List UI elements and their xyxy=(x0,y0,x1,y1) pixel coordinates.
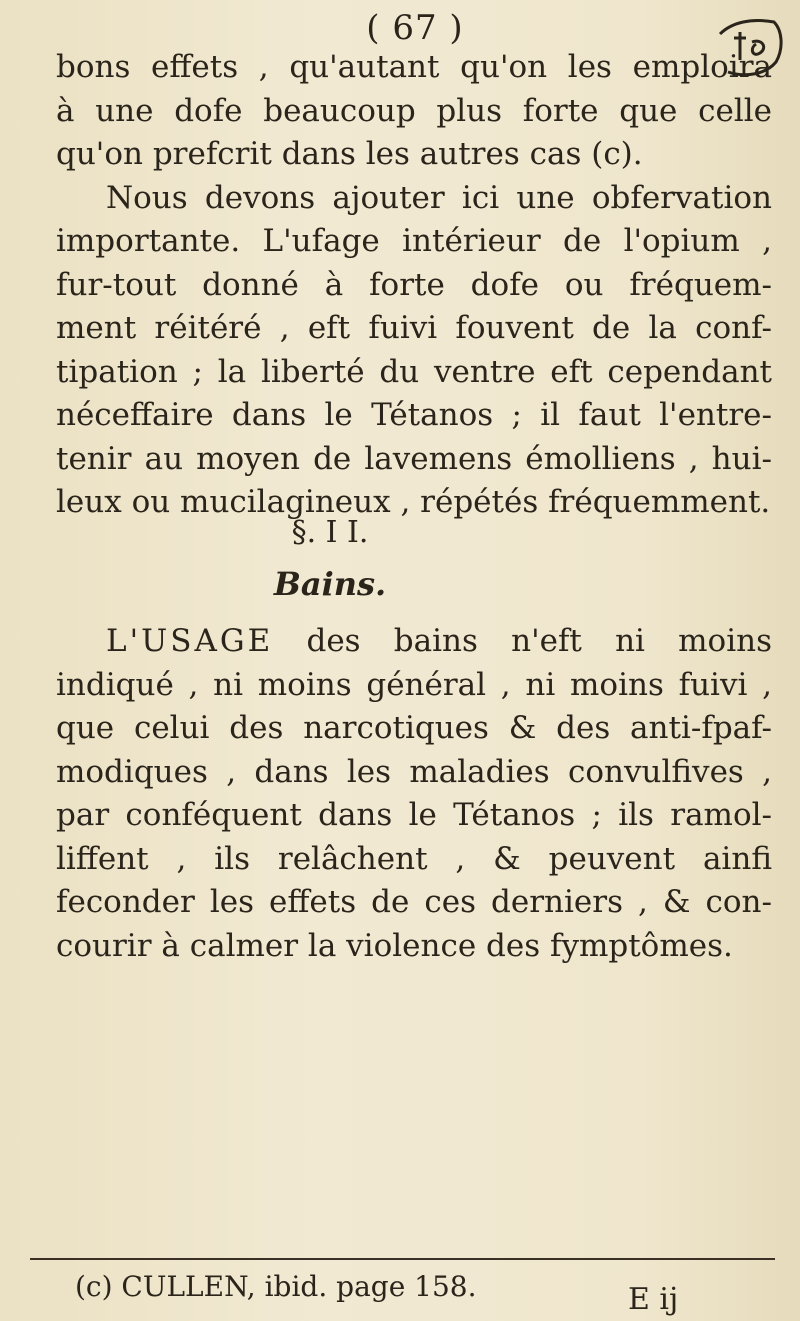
text-line-rest: des bains n'eft ni moins xyxy=(306,623,773,659)
text-line: Nous devons ajouter ici une obfervation xyxy=(106,179,772,216)
paragraph-3 xyxy=(56,620,772,968)
text-line: néceffaire dans le Tétanos ; il faut l'entre- xyxy=(56,397,772,433)
text-line: leux ou mucilagineux , répétés fréquemment. xyxy=(56,484,771,520)
text-line xyxy=(56,620,772,664)
paragraph-1 xyxy=(56,46,772,525)
footnote: (c) CULLEN, ibid. page 158. xyxy=(75,1270,477,1303)
text-line: par conféquent dans le Tétanos ; ils ramol- xyxy=(56,797,772,833)
text-line: que celui des narcotiques & des anti-fpaf- xyxy=(56,710,772,746)
text-line: ment réitéré , eft fuivi fouvent de la conf- xyxy=(56,310,772,346)
footnote-rule xyxy=(30,1258,775,1260)
text-line: liffent , ils relâchent , & peuvent ainfi xyxy=(56,840,772,877)
text-line: importante. L'ufage intérieur de l'opium , xyxy=(56,223,772,259)
lead-word: L'USAGE xyxy=(106,623,274,659)
text-line: qu'on prefcrit dans les autres cas (c). xyxy=(56,136,643,172)
text-line: courir à calmer la violence des fymptômes. xyxy=(56,927,733,964)
text-line: modiques , dans les maladies convulfives , xyxy=(56,753,772,790)
section-title: Bains. xyxy=(273,565,387,603)
text-line: tenir au moyen de lavemens émolliens , hui- xyxy=(56,440,772,477)
text-line: bons effets , qu'autant qu'on les emploira xyxy=(56,49,772,85)
text-line: indiqué , ni moins général , ni moins fuivi , xyxy=(56,666,772,703)
text-line: à une dofe beaucoup plus forte que celle xyxy=(56,92,772,129)
page-number: ( 67 ) xyxy=(366,8,464,48)
text-line: feconder les effets de ces derniers , & con- xyxy=(56,884,772,920)
section-number: §. I I. xyxy=(291,515,369,550)
text-line: tipation ; la liberté du ventre eft cependant xyxy=(56,353,772,390)
catchword: E ij xyxy=(628,1282,679,1317)
text-line: fur-tout donné à forte dofe ou fréquem- xyxy=(56,266,772,303)
